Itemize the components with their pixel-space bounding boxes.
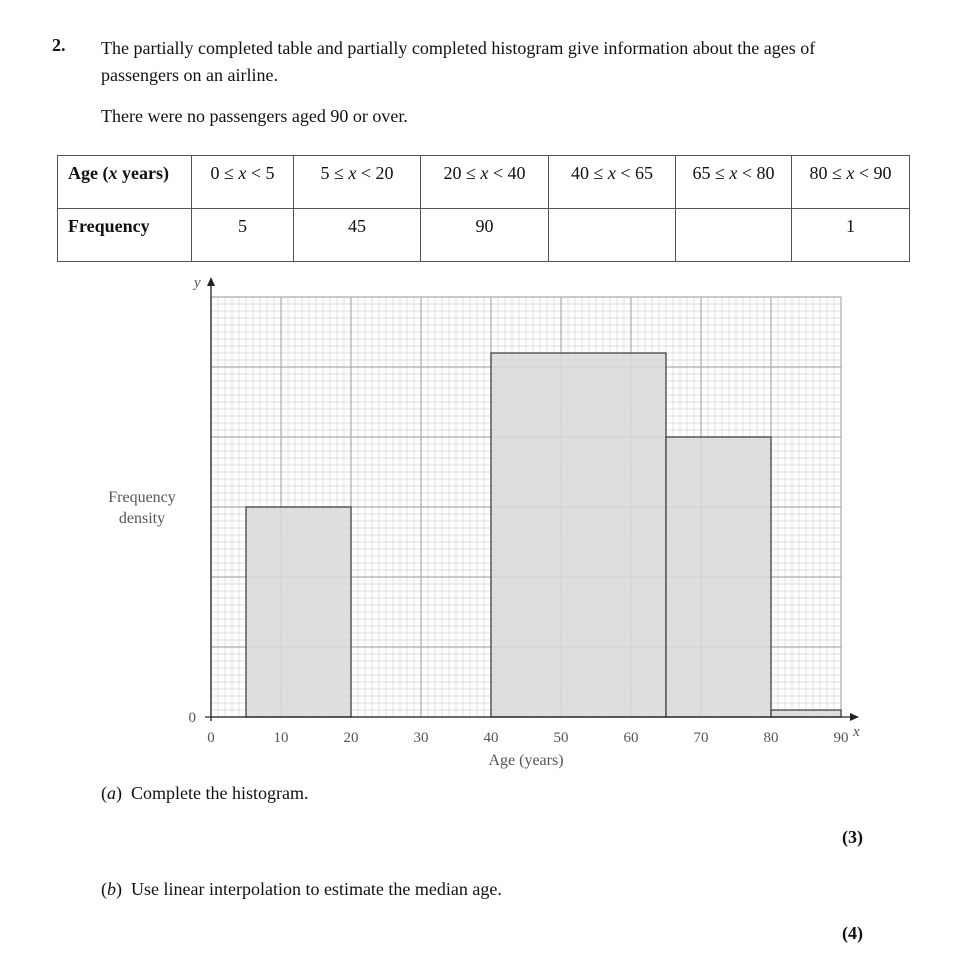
x-axis-arrow-icon [850,713,859,721]
y-axis-title-line2: density [118,510,166,527]
table-interval-cell: 80 ≤ x < 90 [792,156,910,209]
question-note: There were no passengers aged 90 or over. [101,106,408,126]
table-interval-cell: 0 ≤ x < 5 [192,156,294,209]
x-tick-label: 10 [273,730,289,746]
table-frequency-cell: 1 [792,209,910,262]
histogram-bar [491,353,666,717]
question-intro: The partially completed table and partially completed histogram give information about the ages of passengers on an airline. [101,38,816,85]
histogram-bar [771,710,841,717]
x-tick-label: 30 [413,730,429,746]
x-tick-label: 70 [693,730,709,746]
x-tick-label: 20 [343,730,359,746]
table-interval-cell: 5 ≤ x < 20 [294,156,421,209]
table-frequency-cell: 90 [421,209,549,262]
part-a-letter: a [107,783,116,803]
x-axis-letter: x [853,724,860,740]
table-header-age: Age (x years) [58,156,192,209]
x-tick-label: 80 [763,730,779,746]
part-b: (b) Use linear interpolation to estimate the median age. [101,879,502,899]
y-axis-title-line1: Frequency [108,489,176,506]
frequency-table [57,155,910,262]
table-interval-cell: 40 ≤ x < 65 [549,156,676,209]
part-b-marks: (4) [842,923,863,943]
part-a: (a) Complete the histogram. [101,783,309,803]
question-number: 2. [52,35,66,55]
table-interval-cell: 65 ≤ x < 80 [676,156,792,209]
y-axis-arrow-icon [207,277,215,286]
x-tick-label: 40 [483,730,499,746]
part-a-text: Complete the histogram. [131,783,309,803]
table-header-frequency: Frequency [58,209,192,262]
histogram-bar [666,437,771,717]
part-a-marks: (3) [842,827,863,847]
x-axis-title: Age (years) [488,752,564,769]
x-tick-label: 50 [553,730,569,746]
table-frequency-cell: 45 [294,209,421,262]
table-frequency-cell: 5 [192,209,294,262]
histogram-bar [246,507,351,717]
y-axis-letter: y [194,275,201,291]
x-tick-label: 60 [623,730,639,746]
table-frequency-cell[interactable] [676,209,792,262]
part-b-text: Use linear interpolation to estimate the median age. [131,879,502,899]
x-tick-label: 0 [207,730,215,746]
y-tick-label: 0 [188,710,196,726]
part-b-letter: b [107,879,116,899]
table-frequency-cell[interactable] [549,209,676,262]
table-interval-cell: 20 ≤ x < 40 [421,156,549,209]
x-tick-label: 90 [833,730,849,746]
histogram [0,270,963,780]
